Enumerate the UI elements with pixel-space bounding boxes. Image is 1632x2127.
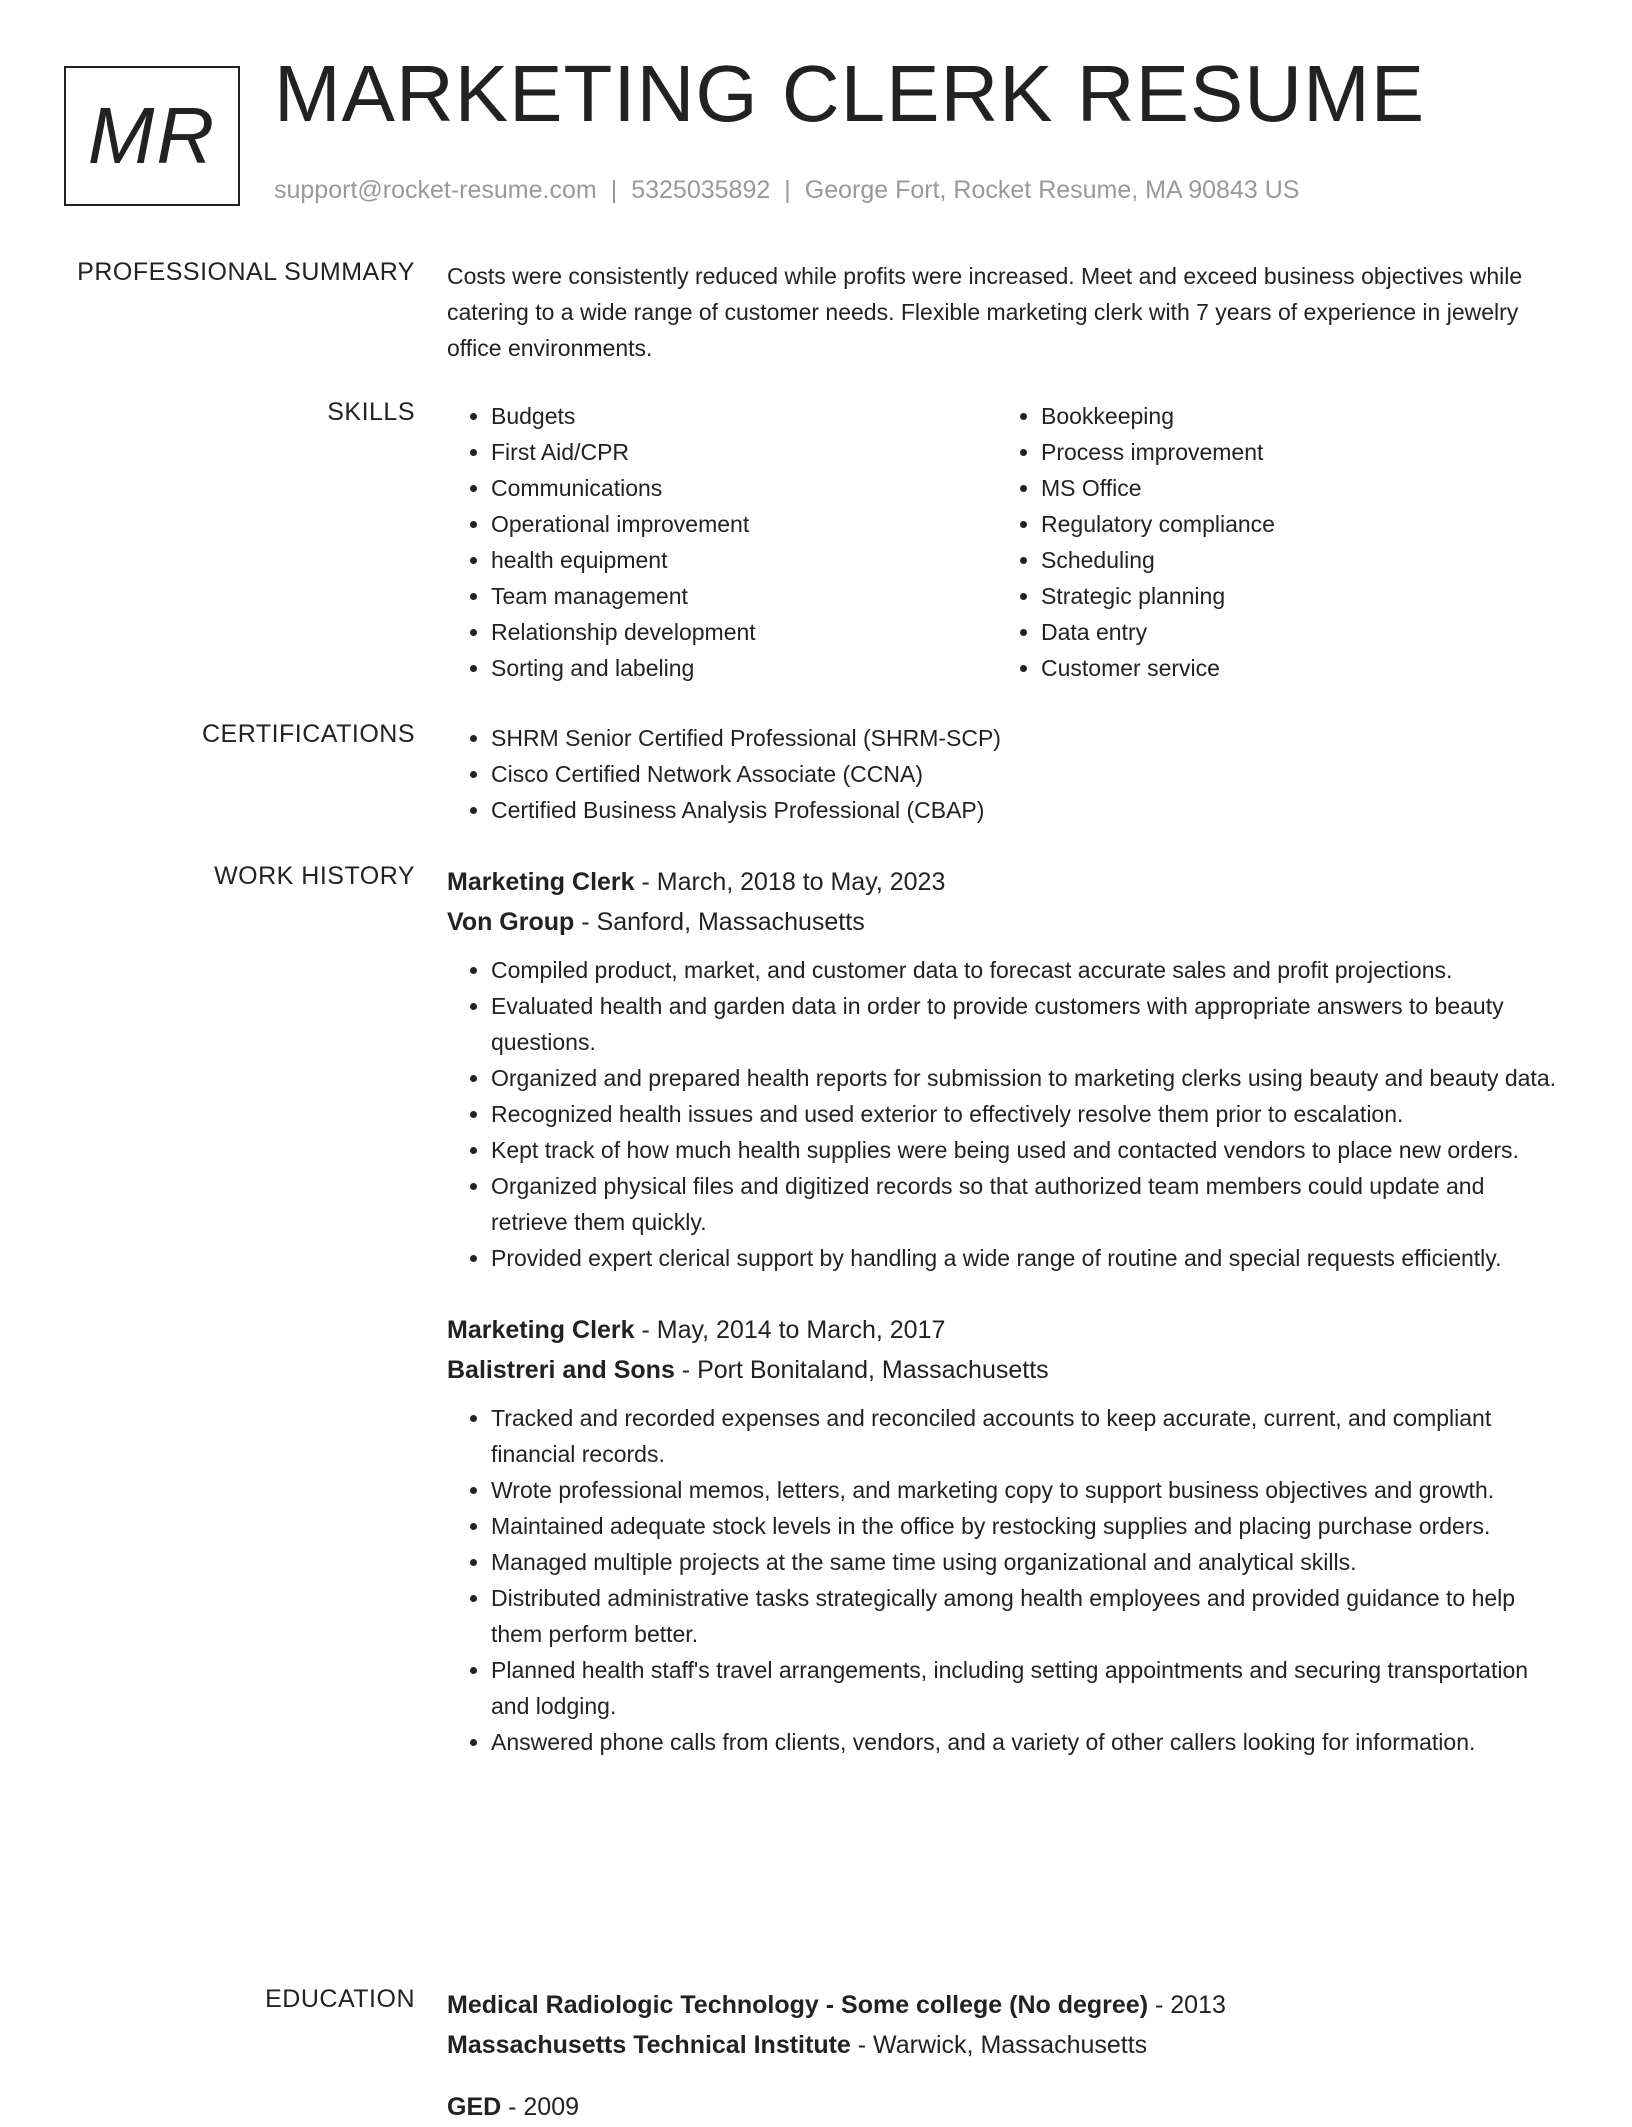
skill-item: • health equipment (491, 542, 1011, 578)
job-bullet: • Managed multiple projects at the same time using organizational and analytical skills. (491, 1544, 1567, 1580)
skill-item: • Customer service (1041, 650, 1561, 686)
job-bullet: • Compiled product, market, and customer data to forecast accurate sales and profit projections. (491, 952, 1567, 988)
certifications-list (447, 720, 1567, 828)
contact-separator: | (784, 176, 791, 204)
summary-text: Costs were consistently reduced while profits were increased. Meet and exceed business objectives while catering to a wide range of customer needs. Flexible marketing clerk with 7 years of experience in jewelry office environments. (447, 263, 1523, 361)
skill-item: • Scheduling (1041, 542, 1561, 578)
skill-item: • Relationship development (491, 614, 1011, 650)
contact-address: George Fort, Rocket Resume, MA 90843 US (804, 176, 1300, 204)
skills-content (447, 398, 1567, 688)
skill-item: • Budgets (491, 398, 1011, 434)
education-degree: GED (447, 2093, 502, 2121)
skill-item: • First Aid/CPR (491, 434, 1011, 470)
skill-item: • Team management (491, 578, 1011, 614)
education-school-line (447, 2025, 1567, 2065)
job-location: - Port Bonitaland, Massachusetts (674, 1356, 1049, 1384)
summary-label: PROFESSIONAL SUMMARY (77, 258, 415, 286)
education-degree-line (447, 1985, 1567, 2025)
job-title-line (447, 862, 1567, 902)
skill-item: • Strategic planning (1041, 578, 1561, 614)
job-entry (447, 862, 1567, 1276)
contact-separator: | (610, 176, 618, 204)
job-bullet: • Answered phone calls from clients, vendors, and a variety of other callers looking for information. (491, 1724, 1567, 1760)
job-entry (447, 1310, 1567, 1760)
job-bullet: • Wrote professional memos, letters, and marketing copy to support business objectives and growth. (491, 1472, 1567, 1508)
job-bullet: • Recognized health issues and used exterior to effectively resolve them prior to escalation. (491, 1096, 1567, 1132)
contact-email: support@rocket-resume.com (274, 176, 597, 204)
skills-label: SKILLS (327, 398, 415, 426)
job-company-line (447, 902, 1567, 942)
education-degree: Medical Radiologic Technology - Some college (No degree) (447, 1991, 1149, 2019)
job-bullet: • Kept track of how much health supplies were being used and contacted vendors to place new orders. (491, 1132, 1567, 1168)
skill-item: • Process improvement (1041, 434, 1561, 470)
contact-phone: 5325035892 (631, 176, 771, 204)
skills-list-right (997, 398, 1561, 686)
education-label: EDUCATION (265, 1985, 415, 2013)
education-degree-line (447, 2087, 1567, 2127)
job-bullet: • Evaluated health and garden data in order to provide customers with appropriate answers to beauty questions. (491, 988, 1567, 1060)
job-location: - Sanford, Massachusetts (574, 908, 865, 936)
skill-item: • MS Office (1041, 470, 1561, 506)
job-bullet: • Organized and prepared health reports for submission to marketing clerks using beauty and beauty data. (491, 1060, 1567, 1096)
certification-item: • SHRM Senior Certified Professional (SHRM-SCP) (491, 720, 1567, 756)
skill-item: • Sorting and labeling (491, 650, 1011, 686)
skill-item: • Bookkeeping (1041, 398, 1561, 434)
education-content (447, 1985, 1567, 2127)
job-company: Balistreri and Sons (447, 1356, 675, 1384)
job-dates: - May, 2014 to March, 2017 (634, 1316, 946, 1344)
work-history-label: WORK HISTORY (214, 862, 415, 890)
contact-line (274, 176, 1299, 205)
job-bullet: • Maintained adequate stock levels in the office by restocking supplies and placing purchase orders. (491, 1508, 1567, 1544)
certification-item: • Certified Business Analysis Professional (CBAP) (491, 792, 1567, 828)
education-year: - 2009 (501, 2093, 580, 2121)
skill-item: • Communications (491, 470, 1011, 506)
education-year: - 2013 (1148, 1991, 1226, 2019)
job-role: Marketing Clerk (447, 868, 635, 896)
job-bullet: • Provided expert clerical support by handling a wide range of routine and special requests efficiently. (491, 1240, 1567, 1276)
page-title: MARKETING CLERK RESUME (274, 49, 1426, 138)
certification-item: • Cisco Certified Network Associate (CCNA) (491, 756, 1567, 792)
job-company: Von Group (447, 908, 575, 936)
education-location: - Warwick, Massachusetts (850, 2031, 1148, 2059)
job-title-line (447, 1310, 1567, 1350)
education-school: Massachusetts Technical Institute (447, 2031, 851, 2059)
job-bullets (447, 952, 1567, 1276)
skill-item: • Data entry (1041, 614, 1561, 650)
job-dates: - March, 2018 to May, 2023 (634, 868, 946, 896)
monogram: MR (64, 66, 240, 206)
skill-item: • Operational improvement (491, 506, 1011, 542)
work-history-content (447, 862, 1567, 1760)
skill-item: • Regulatory compliance (1041, 506, 1561, 542)
certifications-content (447, 720, 1567, 828)
job-role: Marketing Clerk (447, 1316, 635, 1344)
job-bullet: • Organized physical files and digitized records so that authorized team members could update and retrieve them quickly. (491, 1168, 1567, 1240)
job-company-line (447, 1350, 1567, 1390)
job-bullet: • Planned health staff's travel arrangements, including setting appointments and securing transportation and lodging. (491, 1652, 1567, 1724)
job-bullets (447, 1400, 1567, 1760)
skills-list-left (447, 398, 1011, 686)
job-bullet: • Distributed administrative tasks strategically among health employees and provided guidance to help them perform better. (491, 1580, 1567, 1652)
certifications-label: CERTIFICATIONS (201, 720, 415, 748)
job-bullet: • Tracked and recorded expenses and reconciled accounts to keep accurate, current, and compliant financial records. (491, 1400, 1567, 1472)
